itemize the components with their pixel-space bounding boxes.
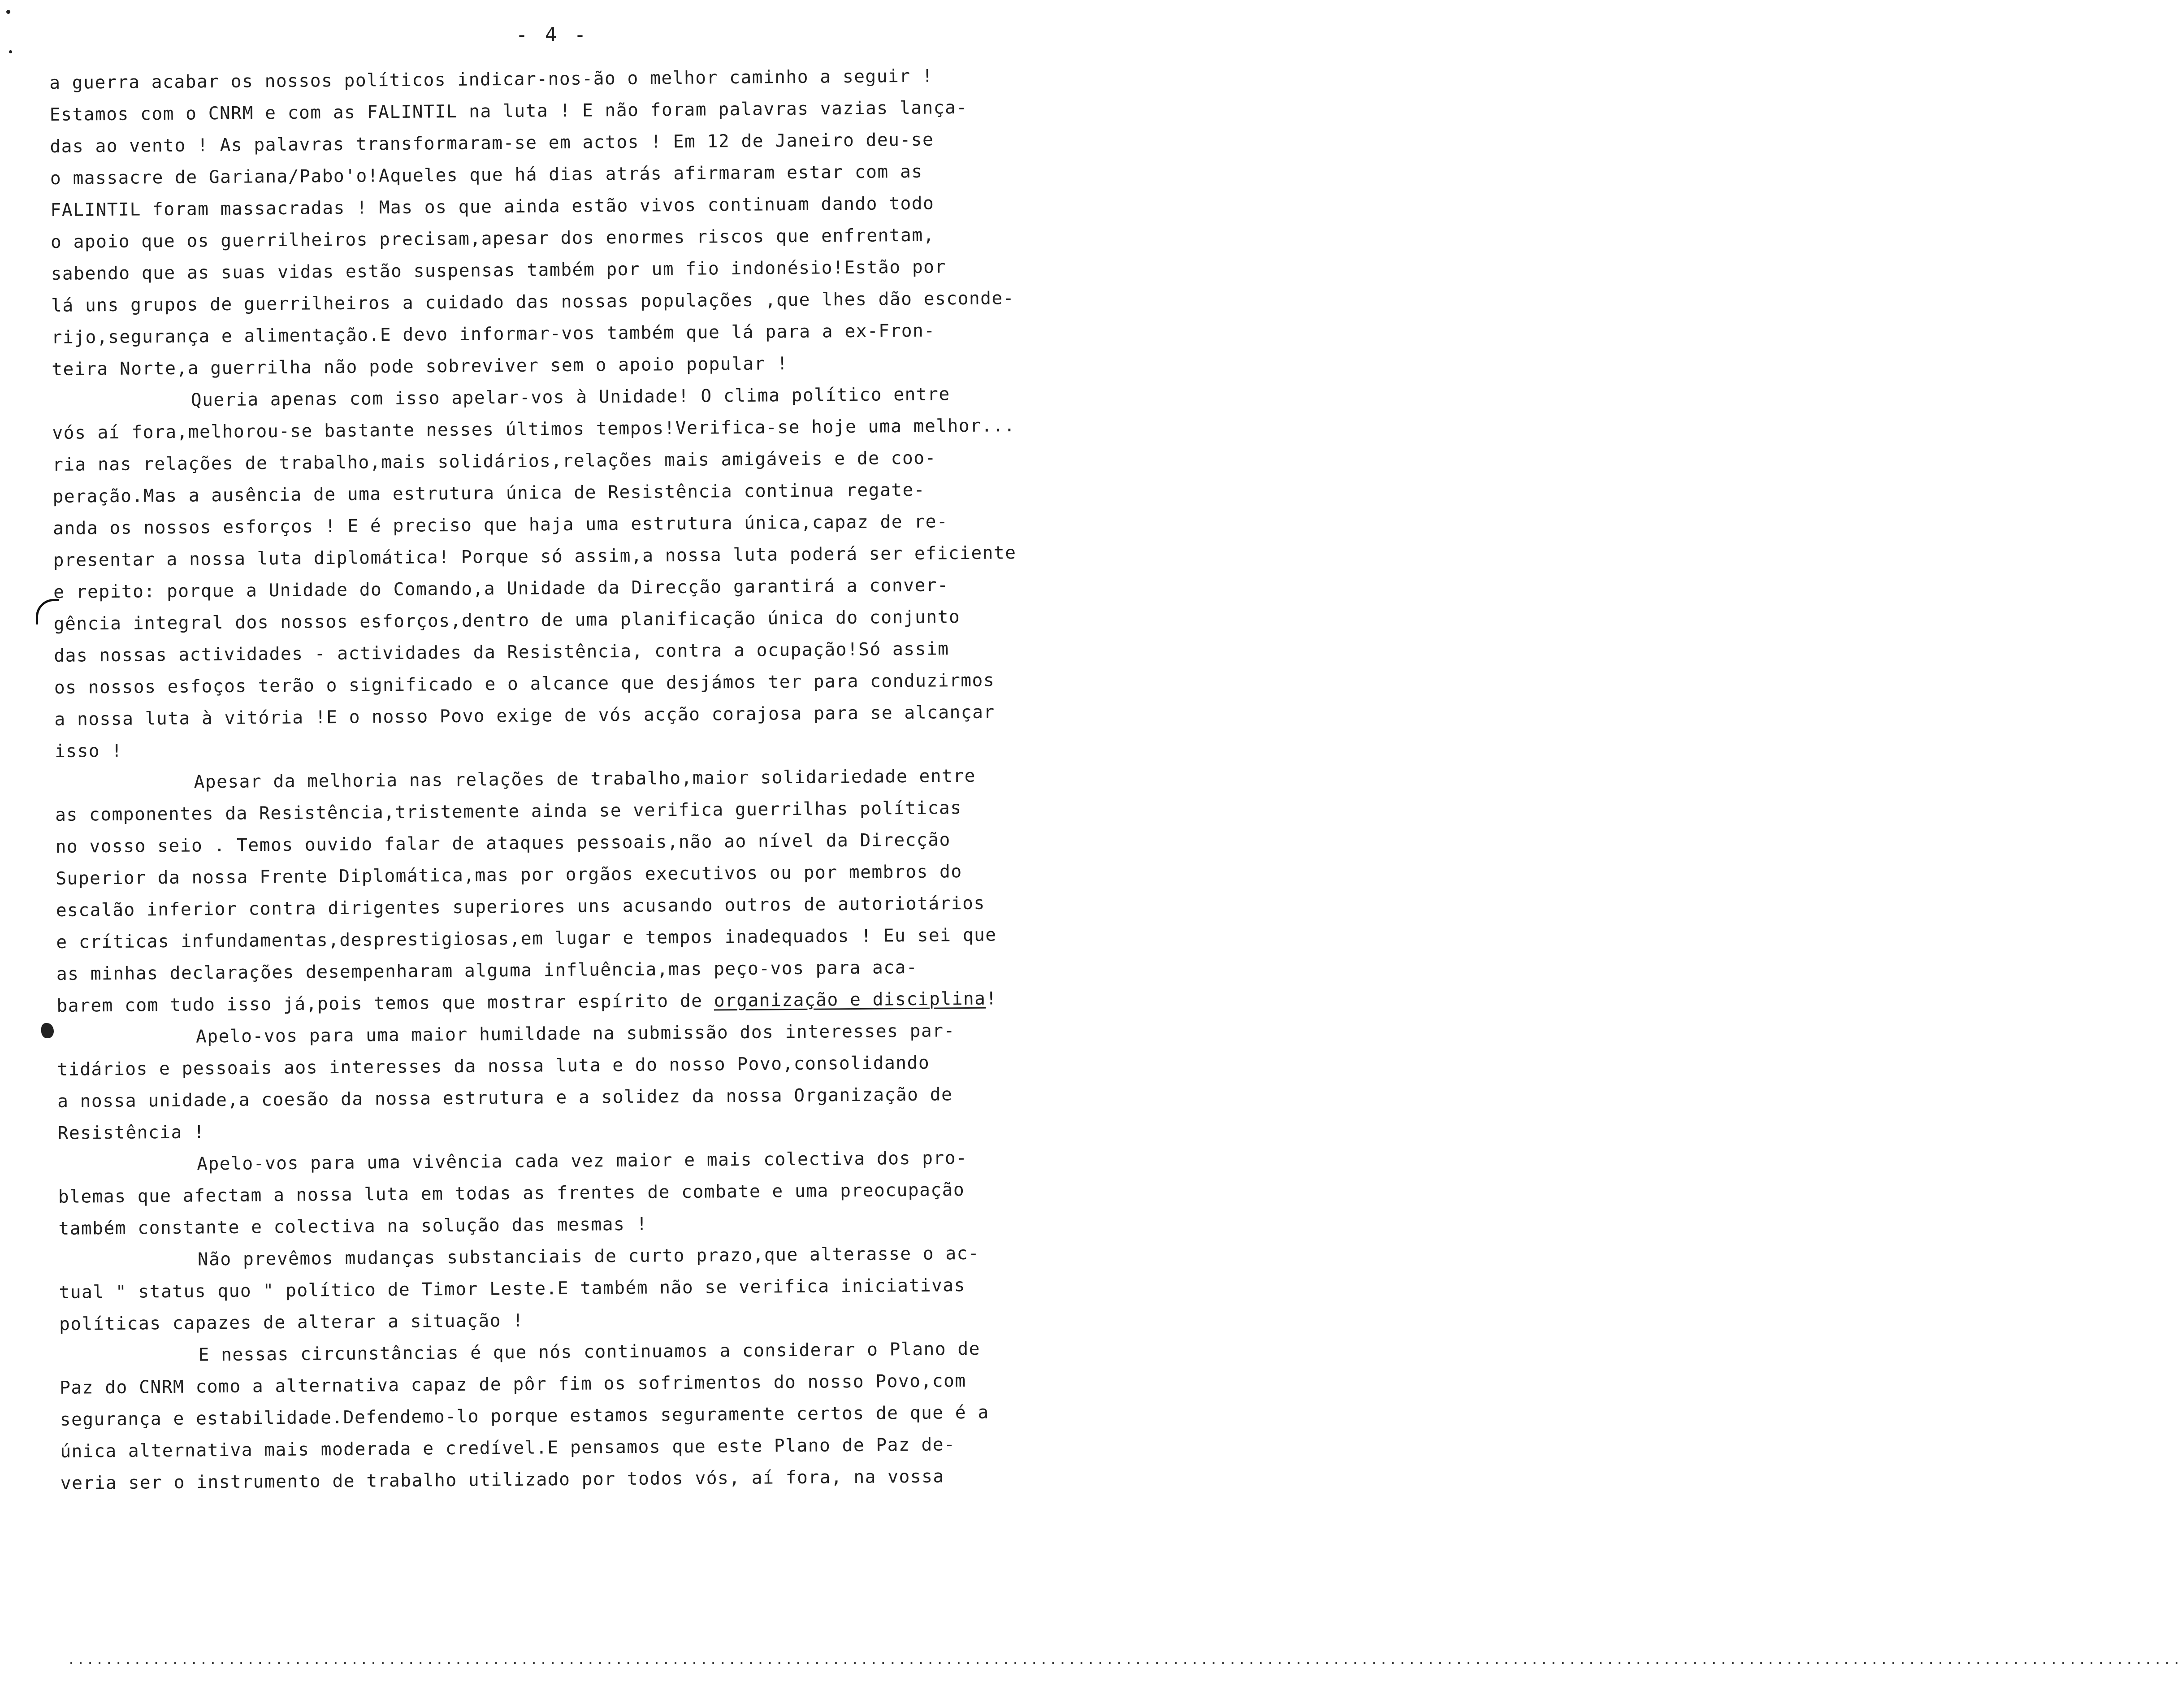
text-line: também constante e colectiva na solução das mesmas ! xyxy=(58,1214,648,1239)
page-number: - 4 - xyxy=(515,23,589,46)
paragraph xyxy=(52,378,1050,767)
margin-mark xyxy=(36,599,59,624)
text-line: a nossa luta à vitória !E o nosso Povo exige de vós acção corajosa para se alcançar xyxy=(54,702,995,730)
text-line: única alternativa mais moderada e credível.E pensamos que este Plano de Paz de- xyxy=(60,1434,956,1462)
text-line: as minhas declarações desempenharam alguma influência,mas peço-vos para aca- xyxy=(56,957,918,984)
text-line: ria nas relações de trabalho,mais solidários,relações mais amigáveis e de coo- xyxy=(52,447,937,475)
text-line: das nossas actividades - actividades da Resistência, contra a ocupação!Só assim xyxy=(54,638,949,666)
text-line: teira Norte,a guerrilha não pode sobreviver sem o apoio popular ! xyxy=(52,353,788,380)
text-line: vós aí fora,melhorou-se bastante nesses últimos tempos!Verifica-se hoje uma melhor... xyxy=(52,415,1016,443)
text-line: presentar a nossa luta diplomática! Porque só assim,a nossa luta poderá ser eficiente xyxy=(53,542,1017,571)
text-line: das ao vento ! As palavras transformaram-se em actos ! Em 12 de Janeiro deu-se xyxy=(50,129,934,157)
paragraph xyxy=(58,1141,1054,1244)
text-line: rijo,segurança e alimentação.E devo informar-vos também que lá para a ex-Fron- xyxy=(51,320,935,348)
scan-speck xyxy=(9,50,12,53)
text-line: a guerra acabar os nossos políticos indicar-nos-ão o melhor caminho a seguir ! xyxy=(49,65,934,93)
text-line: os nossos esfoços terão o significado e o alcance que desjámos ter para conduzirmos xyxy=(54,670,995,698)
text-line: sabendo que as suas vidas estão suspensas também por um fio indonésio!Estão por xyxy=(51,256,946,284)
letter-body xyxy=(49,60,1056,1500)
text-line: tual " status quo " político de Timor Leste.E também não se verifica iniciativas xyxy=(59,1275,966,1303)
text-line: Queria apenas com isso apelar-vos à Unidade! O clima político entre xyxy=(190,384,950,411)
text-line: veria ser o instrumento de trabalho utilizado por todos vós, aí fora, na vossa xyxy=(60,1466,944,1494)
text-line: as componentes da Resistência,tristemente ainda se verifica guerrilhas políticas xyxy=(55,798,962,825)
text-line: blemas que afectam a nossa luta em todas as frentes de combate e uma preocupação xyxy=(58,1179,965,1207)
text-line: Superior da nossa Frente Diplomática,mas por orgãos executivos ou por membros do xyxy=(56,861,962,889)
text-line: Não prevêmos mudanças substanciais de curto prazo,que alterasse o ac- xyxy=(197,1243,980,1270)
text-line: e repito: porque a Unidade do Comando,a Unidade da Direcção garantirá a conver- xyxy=(53,575,949,603)
paragraph xyxy=(59,1237,1055,1340)
text-line: Apelo-vos para uma maior humildade na submissão dos interesses par- xyxy=(195,1020,955,1047)
text-line-start: barem com tudo isso já,pois temos que mostrar espírito de xyxy=(56,990,714,1016)
text-line: a nossa unidade,a coesão da nossa estrutura e a solidez da nossa Organização de xyxy=(57,1084,953,1112)
text-line: lá uns grupos de guerrilheiros a cuidado das nossas populações ,que lhes dão esconde- xyxy=(51,288,1015,316)
paragraph xyxy=(59,1332,1056,1499)
margin-blot xyxy=(41,1023,54,1038)
text-line: FALINTIL foram massacradas ! Mas os que ainda estão vivos continuam dando todo xyxy=(50,193,935,221)
paragraph xyxy=(49,60,1047,386)
paragraph xyxy=(55,760,1052,1022)
text-line: e críticas infundamentas,desprestigiosas,em lugar e tempos inadequados ! Eu sei que xyxy=(56,924,997,953)
text-line: tidários e pessoais aos interesses da nossa luta e do nosso Povo,consolidando xyxy=(57,1052,930,1080)
dotted-rule: ................................................................................................................................................................................................................................ xyxy=(67,1652,2182,1668)
text-line: Apelo-vos para uma vivência cada vez maior e mais colectiva dos pro- xyxy=(197,1147,968,1175)
text-line-end: ! xyxy=(986,988,997,1009)
text-line: segurança e estabilidade.Defendemo-lo porque estamos seguramente certos de que é a xyxy=(60,1402,989,1430)
text-line: Estamos com o CNRM e com as FALINTIL na luta ! E não foram palavras vazias lança- xyxy=(49,97,968,125)
text-line: E nessas circunstâncias é que nós continuamos a considerar o Plano de xyxy=(198,1338,981,1366)
text-line: anda os nossos esforços ! E é preciso que haja uma estrutura única,capaz de re- xyxy=(52,511,948,539)
text-line: Apesar da melhoria nas relações de trabalho,maior solidariedade entre xyxy=(194,765,976,793)
scan-speck xyxy=(6,10,10,14)
text-line: Resistência ! xyxy=(57,1122,205,1144)
text-line: políticas capazes de alterar a situação ! xyxy=(59,1310,524,1335)
text-line: escalão inferior contra dirigentes superiores uns acusando outros de autoriotários xyxy=(56,893,985,921)
text-line: o massacre de Gariana/Pabo'o!Aqueles que há dias atrás afirmaram estar com as xyxy=(50,161,923,189)
text-line: Paz do CNRM como a alternativa capaz de pôr fim os sofrimentos do nosso Povo,com xyxy=(59,1370,966,1398)
text-line: gência integral dos nossos esforços,dentro de uma planificação única do conjunto xyxy=(53,607,961,634)
text-line: isso ! xyxy=(54,740,123,762)
text-line: peração.Mas a ausência de uma estrutura única de Resistência continua regate- xyxy=(52,479,926,507)
underlined-phrase: organização e disciplina xyxy=(714,988,986,1011)
text-line: o apoio que os guerrilheiros precisam,apesar dos enormes riscos que enfrentam, xyxy=(50,225,935,252)
paragraph xyxy=(57,1014,1053,1149)
text-line: no vosso seio . Temos ouvido falar de ataques pessoais,não ao nível da Direcção xyxy=(55,829,951,857)
